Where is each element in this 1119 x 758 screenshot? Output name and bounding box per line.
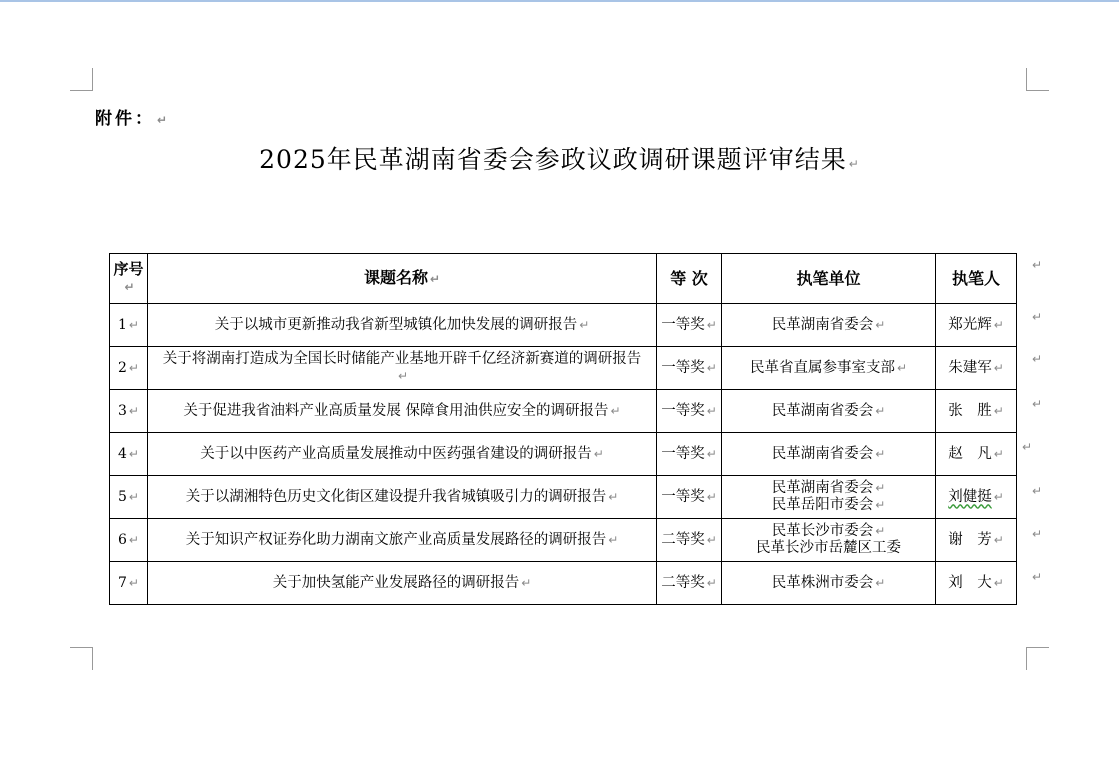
paragraph-mark-icon: ↵: [128, 317, 139, 332]
cell-no[interactable]: 3 ↵: [110, 390, 148, 433]
table-row: [110, 476, 1017, 519]
cell-topic[interactable]: 关于以中医药产业高质量发展推动中医药强省建设的调研报告 ↵: [148, 433, 657, 476]
cell-unit[interactable]: 民革湖南省委会 ↵: [722, 304, 936, 347]
header-author[interactable]: 执笔人: [936, 254, 1017, 304]
cell-rank[interactable]: 二等奖 ↵: [657, 519, 722, 562]
table-row: [110, 562, 1017, 605]
paragraph-mark-icon: ↵: [128, 532, 139, 547]
table-header-row: [110, 254, 1017, 304]
document-title[interactable]: 2025年民革湖南省委会参政议政调研课题评审结果 ↵: [259, 145, 860, 174]
paragraph-mark-icon: ↵: [993, 403, 1004, 418]
window-top-border: [0, 0, 1119, 2]
paragraph-mark-icon: ↵: [706, 489, 717, 504]
paragraph-mark-icon: ↵: [593, 446, 604, 461]
paragraph-mark-icon: ↵: [875, 575, 886, 590]
cell-no[interactable]: 6 ↵: [110, 519, 148, 562]
page-margin-corner-top-left: [70, 68, 93, 91]
table-row: [110, 390, 1017, 433]
cell-author[interactable]: 郑光辉 ↵: [936, 304, 1017, 347]
cell-rank[interactable]: 一等奖 ↵: [657, 390, 722, 433]
cell-rank[interactable]: 一等奖 ↵: [657, 304, 722, 347]
paragraph-mark-icon: ↵: [875, 498, 886, 512]
paragraph-mark-icon: ↵: [993, 317, 1004, 332]
cell-rank[interactable]: 二等奖 ↵: [657, 562, 722, 605]
paragraph-mark-icon: ↵: [875, 446, 886, 461]
cell-topic[interactable]: 关于以湖湘特色历史文化街区建设提升我省城镇吸引力的调研报告 ↵: [148, 476, 657, 519]
attachment-label[interactable]: 附件： ↵: [95, 109, 171, 129]
cell-author[interactable]: 谢 芳 ↵: [936, 519, 1017, 562]
paragraph-mark-icon: ↵: [706, 403, 717, 418]
cell-author[interactable]: 刘健挺 ↵: [936, 476, 1017, 519]
header-topic[interactable]: 课题名称 ↵: [148, 254, 657, 304]
paragraph-mark-icon: ↵: [579, 317, 590, 332]
cell-no[interactable]: 7 ↵: [110, 562, 148, 605]
paragraph-mark-icon: ↵: [706, 532, 717, 547]
cell-author[interactable]: 张 胜 ↵: [936, 390, 1017, 433]
header-no[interactable]: 序号↵: [110, 254, 148, 304]
paragraph-mark-icon: ↵: [848, 157, 860, 171]
cell-topic[interactable]: 关于知识产权证券化助力湖南文旅产业高质量发展路径的调研报告 ↵: [148, 519, 657, 562]
paragraph-mark-icon: ↵: [128, 489, 139, 504]
page-margin-corner-bottom-left: [70, 647, 93, 670]
cell-topic[interactable]: 关于将湖南打造成为全国长时储能产业基地开辟千亿经济新赛道的调研报告↵: [148, 347, 657, 390]
cell-no[interactable]: 2 ↵: [110, 347, 148, 390]
paragraph-mark-icon: ↵: [875, 481, 886, 495]
table-row: [110, 304, 1017, 347]
table-row: [110, 347, 1017, 390]
page-margin-corner-bottom-right: [1026, 647, 1049, 670]
paragraph-mark-icon: ↵: [128, 575, 139, 590]
results-table[interactable]: [109, 253, 1017, 605]
paragraph-mark-icon: ↵: [993, 446, 1004, 461]
page-margin-corner-top-right: [1026, 68, 1049, 91]
row-end-mark-icon: ↵: [1032, 484, 1043, 498]
paragraph-mark-icon: ↵: [128, 403, 139, 418]
paragraph-mark-icon: ↵: [993, 532, 1004, 547]
cell-rank[interactable]: 一等奖 ↵: [657, 433, 722, 476]
row-end-mark-icon: ↵: [1032, 527, 1043, 541]
paragraph-mark-icon: ↵: [429, 272, 441, 286]
cell-unit[interactable]: 民革湖南省委会 ↵: [722, 390, 936, 433]
paragraph-mark-icon: ↵: [706, 360, 717, 375]
paragraph-mark-icon: ↵: [706, 575, 717, 590]
row-end-mark-icon: ↵: [1032, 352, 1043, 366]
cell-author[interactable]: 朱建军 ↵: [936, 347, 1017, 390]
row-end-mark-icon: ↵: [1032, 570, 1043, 584]
cell-no[interactable]: 5 ↵: [110, 476, 148, 519]
cell-author[interactable]: 刘 大 ↵: [936, 562, 1017, 605]
cell-no[interactable]: 4 ↵: [110, 433, 148, 476]
paragraph-mark-icon: ↵: [397, 369, 409, 383]
cell-topic[interactable]: 关于促进我省油料产业高质量发展 保障食用油供应安全的调研报告 ↵: [148, 390, 657, 433]
cell-unit[interactable]: 民革长沙市委会 ↵ 民革长沙市岳麓区工委: [722, 519, 936, 562]
cell-rank[interactable]: 一等奖 ↵: [657, 347, 722, 390]
paragraph-mark-icon: ↵: [706, 317, 717, 332]
row-end-mark-icon: ↵: [1032, 310, 1043, 324]
paragraph-mark-icon: ↵: [993, 489, 1004, 504]
paragraph-mark-icon: ↵: [128, 446, 139, 461]
cell-unit[interactable]: 民革湖南省委会 ↵: [722, 433, 936, 476]
header-rank[interactable]: 等 次: [657, 254, 722, 304]
paragraph-mark-icon: ↵: [875, 403, 886, 418]
paragraph-mark-icon: ↵: [128, 360, 139, 375]
row-end-mark-icon: ↵: [1032, 397, 1043, 411]
paragraph-mark-icon: ↵: [610, 403, 621, 418]
cell-no[interactable]: 1 ↵: [110, 304, 148, 347]
table-row: [110, 519, 1017, 562]
cell-unit[interactable]: 民革株洲市委会 ↵: [722, 562, 936, 605]
cell-unit[interactable]: 民革湖南省委会 ↵ 民革岳阳市委会 ↵: [722, 476, 936, 519]
cell-rank[interactable]: 一等奖 ↵: [657, 476, 722, 519]
paragraph-mark-icon: ↵: [993, 360, 1004, 375]
cell-topic[interactable]: 关于加快氢能产业发展路径的调研报告 ↵: [148, 562, 657, 605]
paragraph-mark-icon: ↵: [124, 280, 135, 294]
cell-author[interactable]: 赵 凡 ↵: [936, 433, 1017, 476]
header-unit[interactable]: 执笔单位: [722, 254, 936, 304]
cell-unit[interactable]: 民革省直属参事室支部 ↵: [722, 347, 936, 390]
cell-topic[interactable]: 关于以城市更新推动我省新型城镇化加快发展的调研报告 ↵: [148, 304, 657, 347]
paragraph-mark-icon: ↵: [157, 113, 171, 127]
paragraph-mark-icon: ↵: [875, 524, 886, 538]
paragraph-mark-icon: ↵: [521, 575, 532, 590]
row-end-mark-icon: ↵: [1032, 258, 1043, 272]
paragraph-mark-icon: ↵: [706, 446, 717, 461]
paragraph-mark-icon: ↵: [608, 489, 619, 504]
row-end-mark-icon: ↵: [1022, 440, 1033, 454]
paragraph-mark-icon: ↵: [875, 317, 886, 332]
paragraph-mark-icon: ↵: [896, 360, 908, 375]
paragraph-mark-icon: ↵: [608, 532, 619, 547]
table-row: [110, 433, 1017, 476]
paragraph-mark-icon: ↵: [993, 575, 1004, 590]
